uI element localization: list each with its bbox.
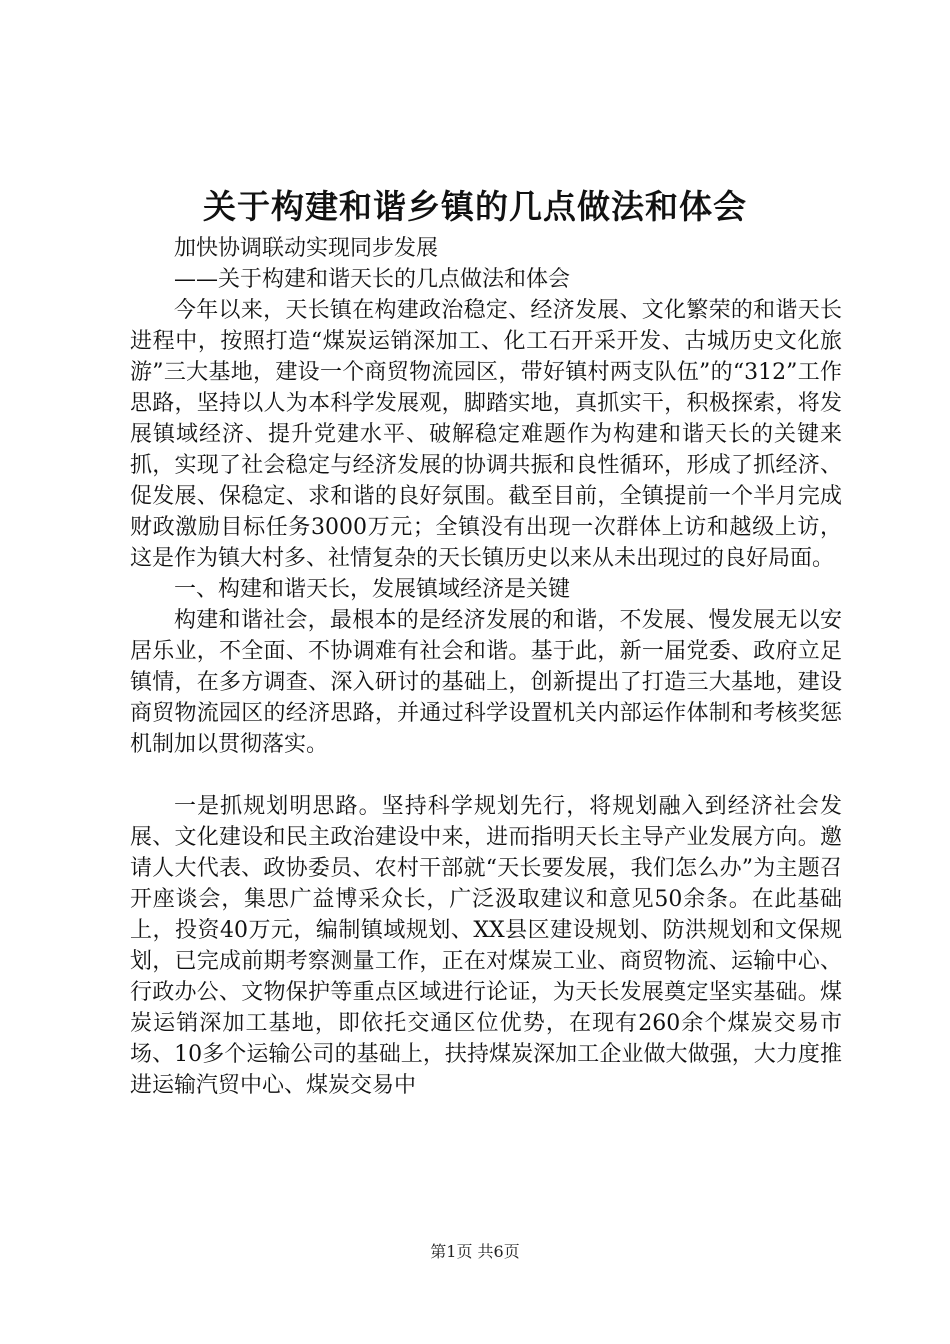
page-footer: 第1页 共6页 xyxy=(430,1242,520,1261)
subtitle-line: 加快协调联动实现同步发展 xyxy=(174,236,439,261)
subtitle-subline: ——关于构建和谐天长的几点做法和体会 xyxy=(174,267,571,292)
planning-paragraph: 一是抓规划明思路。坚持科学规划先行，将规划融入到经济社会发展、文化建设和民主政治建设中来，进而指明天长主导产业发展方向。邀请人大代表、政协委员、农村干部就“天长要发展，我们怎么办”为主题召开座谈会，集思广益博采众长，广泛汲取建议和意见50余条。在此基础上，投资40万元，编制镇域规划、XX县区建设规划、防洪规划和文保规划，已完成前期考察测量工作，正在对煤炭工业、商贸物流、运输中心、行政办公、文物保护等重点区域进行论证，为天长发展奠定坚实基础。煤炭运销深加工基地，即依托交通区位优势，在现有260余个煤炭交易市场、10多个运输公司的基础上，扶持煤炭深加工企业做大做强，大力度推进运输汽贸中心、煤炭交易中 xyxy=(130,794,842,1098)
section-1-paragraph: 构建和谐社会，最根本的是经济发展的和谐，不发展、慢发展无以安居乐业，不全面、不协调难有社会和谐。基于此，新一届党委、政府立足镇情，在多方调查、深入研讨的基础上，创新提出了打造三大基地，建设商贸物流园区的经济思路，并通过科学设置机关内部运作体制和考核奖惩机制加以贯彻落实。 xyxy=(130,608,842,757)
intro-paragraph: 今年以来，天长镇在构建政治稳定、经济发展、文化繁荣的和谐天长进程中，按照打造“煤炭运销深加工、化工石开采开发、古城历史文化旅游”三大基地，建设一个商贸物流园区，带好镇村两支队伍”的“312”工作思路，坚持以人为本科学发展观，脚踏实地，真抓实干，积极探索，将发展镇域经济、提升党建水平、破解稳定难题作为构建和谐天长的关键来抓，实现了社会稳定与经济发展的协调共振和良性循环，形成了抓经济、促发展、保稳定、求和谐的良好氛围。截至目前，全镇提前一个半月完成财政激励目标任务3000万元；全镇没有出现一次群体上访和越级上访，这是作为镇大村多、社情复杂的天长镇历史以来从未出现过的良好局面。 xyxy=(130,298,842,571)
document-body xyxy=(130,233,842,1101)
section-heading-1: 一、构建和谐天长，发展镇域经济是关键 xyxy=(174,577,571,602)
document-title: 关于构建和谐乡镇的几点做法和体会 xyxy=(203,187,747,226)
